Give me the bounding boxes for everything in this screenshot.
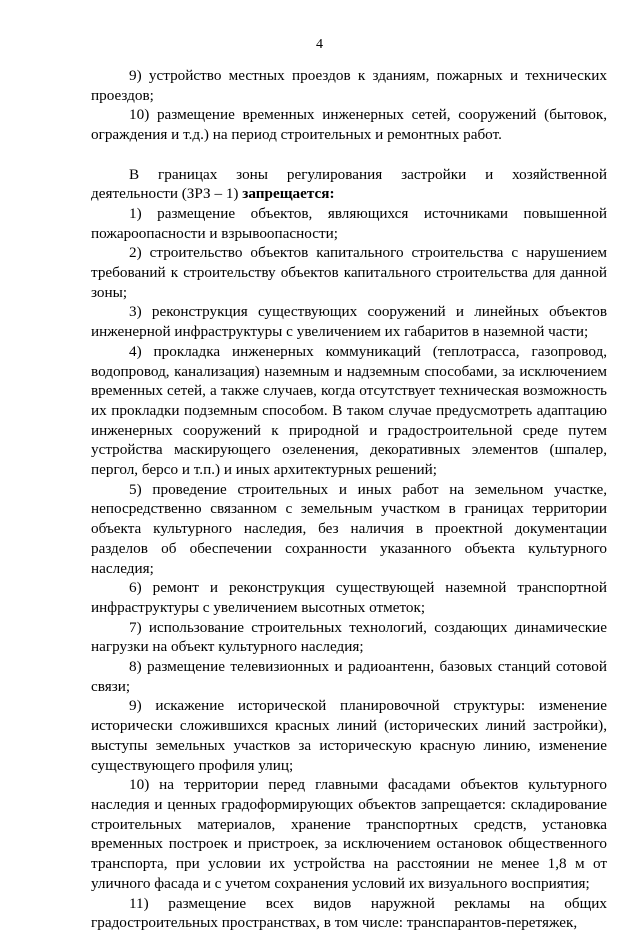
item-text: реконструкция существующих сооружений и линейных объектов инженерной инфраструктуры с увеличением их габаритов в наземной части; <box>91 303 607 341</box>
item-number: 4) <box>129 342 142 360</box>
item-number: 9) <box>129 697 142 715</box>
item-number: 10) <box>129 106 150 124</box>
item-number: 7) <box>129 618 142 636</box>
item-number: 1) <box>129 204 142 222</box>
item-text: использование строительных технологий, создающих динамические нагрузки на объект культурного наследия; <box>91 618 607 656</box>
list-item-7 <box>91 618 607 657</box>
item-text: размещение телевизионных и радиоантенн, базовых станций сотовой связи; <box>91 658 607 695</box>
zone-intro-paragraph <box>91 165 607 204</box>
list-item-8 <box>91 657 607 696</box>
item-text: прокладка инженерных коммуникаций (теплотрасса, газопровод, водопровод, канализация) наземным и надземным способами, за исключением временных сетей, а также случаев, когда отсутствует техническая возможность их прокладки подземным способом. В таком случае предусмотреть адаптацию инженерных сооружений к природной и градостроительной среде путем устройства маскирующего озеленения, декоративных элементов (шпалер, пергол, берсо и т.п.) и иных архитектурных решений; <box>91 342 607 479</box>
item-text: размещение всех видов наружной рекламы на общих градостроительных пространствах, в том числе: транспарантов-перетяжек, <box>91 894 607 932</box>
list-item-3 <box>91 302 607 341</box>
list-item-5 <box>91 480 607 579</box>
list-item-4 <box>91 342 607 480</box>
list-item-1 <box>91 204 607 243</box>
item-number: 2) <box>129 244 142 262</box>
list-item-9-top <box>91 66 607 105</box>
item-text: строительство объектов капитального строительства с нарушением требований к строительству объектов капитального строительства для данной зоны; <box>91 244 607 301</box>
list-item-6 <box>91 578 607 617</box>
item-text: искажение исторической планировочной структуры: изменение исторически сложившихся красных линий (исторических линий застройки), выступы земельных участков за историческую красную линию, изменение существующего профиля улиц; <box>91 697 607 774</box>
list-item-10 <box>91 775 607 893</box>
list-item-2 <box>91 243 607 302</box>
item-text: размещение объектов, являющихся источниками повышенной пожароопасности и взрывоопасности; <box>91 204 607 242</box>
zone-intro-bold: запрещается: <box>242 185 335 203</box>
item-number: 9) <box>129 67 142 84</box>
list-item-10-top <box>91 105 607 144</box>
item-text: размещение временных инженерных сетей, сооружений (бытовок, ограждения и т.д.) на период строительных и ремонтных работ. <box>91 106 607 144</box>
item-text: на территории перед главными фасадами объектов культурного наследия и ценных градоформирующих объектов запрещается: складирование строительных материалов, хранение транспортных средств, установка временных построек и пристроек, за исключением остановок общественного транспорта, при условии их устройства на расстоянии не менее 1,8 м от уличного фасада и с учетом сохранения условий их визуального восприятия; <box>91 776 607 892</box>
list-item-11 <box>91 894 607 933</box>
item-text: устройство местных проездов к зданиям, пожарных и технических проездов; <box>91 67 607 104</box>
list-item-9 <box>91 696 607 775</box>
zone-intro-text: В границах зоны регулирования застройки и хозяйственной деятельности (ЗРЗ – 1) <box>91 165 607 203</box>
document-body <box>91 66 607 933</box>
item-text: ремонт и реконструкция существующей наземной транспортной инфраструктуры с увеличением высотных отметок; <box>91 579 607 616</box>
item-number: 3) <box>129 303 142 321</box>
item-number: 5) <box>129 480 142 498</box>
item-number: 8) <box>129 658 142 676</box>
item-text: проведение строительных и иных работ на земельном участке, непосредственно связанном с земельным участком в границах территории объекта культурного наследия, без наличия в проектной документации разделов об обеспечении сохранности указанного объекта культурного наследия; <box>91 480 607 577</box>
item-number: 11) <box>129 894 149 912</box>
item-number: 10) <box>129 776 150 794</box>
item-number: 6) <box>129 579 142 597</box>
page-number: 4 <box>316 37 323 52</box>
